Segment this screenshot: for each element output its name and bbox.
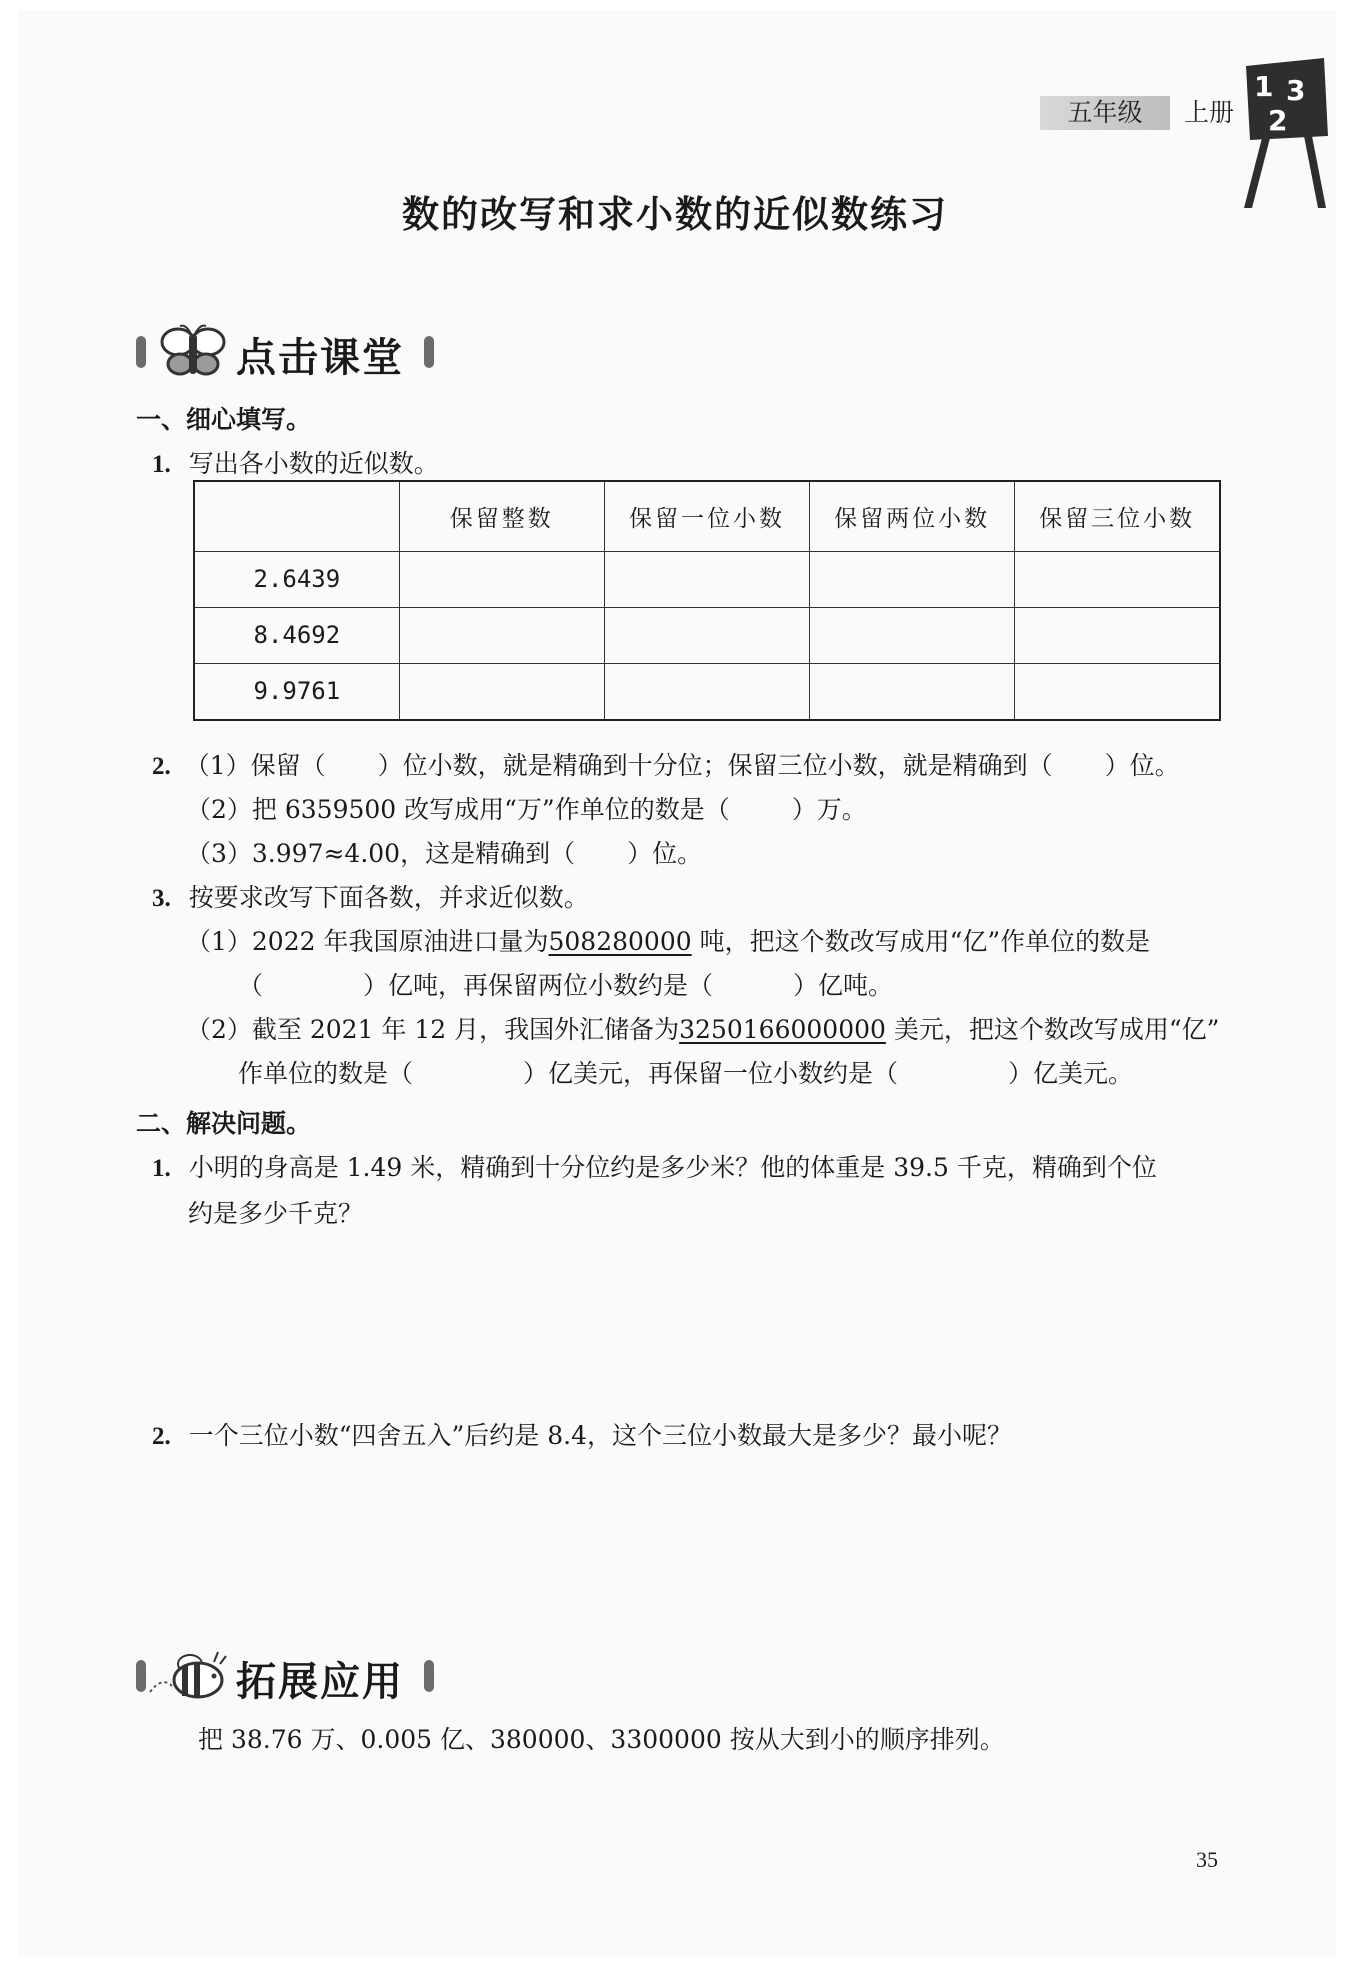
answer-cell[interactable] [810,663,1015,720]
q3-s1-part: ）亿吨，再保留两位小数约是（ [363,971,714,1000]
table-row [194,551,1220,607]
q3-s2-part: ）亿美元。 [1008,1059,1134,1088]
extension-question: 把 38.76 万、0.005 亿、380000、3300000 按从大到小的顺序排列。 [198,1725,1005,1754]
q2-s2-part: ）万。 [791,795,867,824]
q3-text: 按要求改写下面各数，并求近似数。 [188,883,589,912]
q2-s3-part: （3）3.997≈4.00，这是精确到（ [186,839,576,868]
q3-s1-part: ）亿吨。 [793,971,894,1000]
problem-2-number: 2. [152,1423,171,1450]
section-banner-extension [136,1646,436,1704]
answer-cell[interactable] [1015,551,1220,607]
q3-s2-part: ）亿美元，再保留一位小数约是（ [523,1059,899,1088]
table-header-cell: 保留一位小数 [604,481,809,551]
q2-number: 2. [152,753,171,780]
q2-line-2 [186,790,867,826]
q2-line-3 [186,834,702,870]
underlined-number: 3250166000000 [679,1015,886,1044]
q3-s1-part: （ [238,971,264,1000]
answer-cell[interactable] [604,551,809,607]
q3-number: 3. [152,885,171,912]
q3-s1-part: 吨，把这个数改写成用“亿”作单位的数是 [691,927,1151,956]
q2-line-1 [152,746,1180,782]
table-header-cell: 保留整数 [399,481,604,551]
q3-s2-part: 美元，把这个数改写成用“亿” [885,1015,1220,1044]
problem-2-text: 一个三位小数“四舍五入”后约是 8.4，这个三位小数最大是多少？最小呢？ [188,1421,1012,1450]
part1-heading: 一、细心填写。 [136,405,312,434]
q1 [152,444,439,480]
page-number: 35 [1196,1847,1218,1872]
page-title: 数的改写和求小数的近似数练习 [402,193,948,236]
butterfly-icon [158,322,228,380]
q3-s1-line-2 [238,966,893,1002]
q3-s2-part: （2）截至 2021 年 12 月，我国外汇储备为 [186,1015,680,1044]
q2-s2-part: （2）把 6359500 改写成用“万”作单位的数是（ [186,795,730,824]
problem-1-line-1 [152,1148,1157,1184]
table-row [194,663,1220,720]
problem-1-line-2: 约是多少千克？ [188,1199,364,1228]
answer-cell[interactable] [604,607,809,663]
q3-s2-line-2 [238,1054,1133,1090]
q2-s1-part: ）位。 [1104,751,1180,780]
table-header-cell [194,481,399,551]
q1-text: 写出各小数的近似数。 [188,449,439,478]
table-row-label: 8.4692 [194,607,399,663]
answer-cell[interactable] [810,607,1015,663]
q3-s1-part: （1）2022 年我国原油进口量为 [186,927,549,956]
logo-digit-2: 2 [1268,104,1288,137]
section-banner-class [136,322,436,380]
q2-s1-part: （1）保留（ [184,751,326,780]
problem-1-number: 1. [152,1155,171,1182]
answer-cell[interactable] [399,551,604,607]
problem-2 [152,1416,1012,1452]
banner-label: 拓展应用 [236,1659,404,1705]
problem-1-text: 小明的身高是 1.49 米，精确到十分位约是多少米？他的体重是 39.5 千克，精确到个位 [188,1153,1157,1182]
q2-s3-part: ）位。 [627,839,703,868]
answer-cell[interactable] [810,551,1015,607]
underlined-number: 508280000 [548,927,692,956]
table-header-cell: 保留两位小数 [810,481,1015,551]
q3 [152,878,589,914]
logo-digit-1: 1 [1254,70,1274,103]
part2-heading: 二、解决问题。 [136,1109,312,1138]
answer-cell[interactable] [399,663,604,720]
table-row [194,607,1220,663]
q3-s2-line-1 [186,1010,1219,1046]
q3-s1-line-1 [186,922,1150,958]
approximation-table [193,480,1221,721]
banner-label: 点击课堂 [236,335,404,381]
answer-cell[interactable] [1015,607,1220,663]
volume-label: 上册 [1184,98,1235,127]
answer-cell[interactable] [604,663,809,720]
answer-cell[interactable] [399,607,604,663]
bee-icon [148,1646,228,1704]
answer-cell[interactable] [1015,663,1220,720]
table-header-cell: 保留三位小数 [1015,481,1220,551]
grade-label: 五年级 [1040,96,1170,130]
logo-digit-3: 3 [1286,74,1306,107]
q1-number: 1. [152,451,171,478]
table-row-label: 9.9761 [194,663,399,720]
table-row-label: 2.6439 [194,551,399,607]
q3-s2-part: 作单位的数是（ [238,1059,414,1088]
table-header-row [194,481,1220,551]
q2-s1-part: ）位小数，就是精确到十分位；保留三位小数，就是精确到（ [377,751,1053,780]
